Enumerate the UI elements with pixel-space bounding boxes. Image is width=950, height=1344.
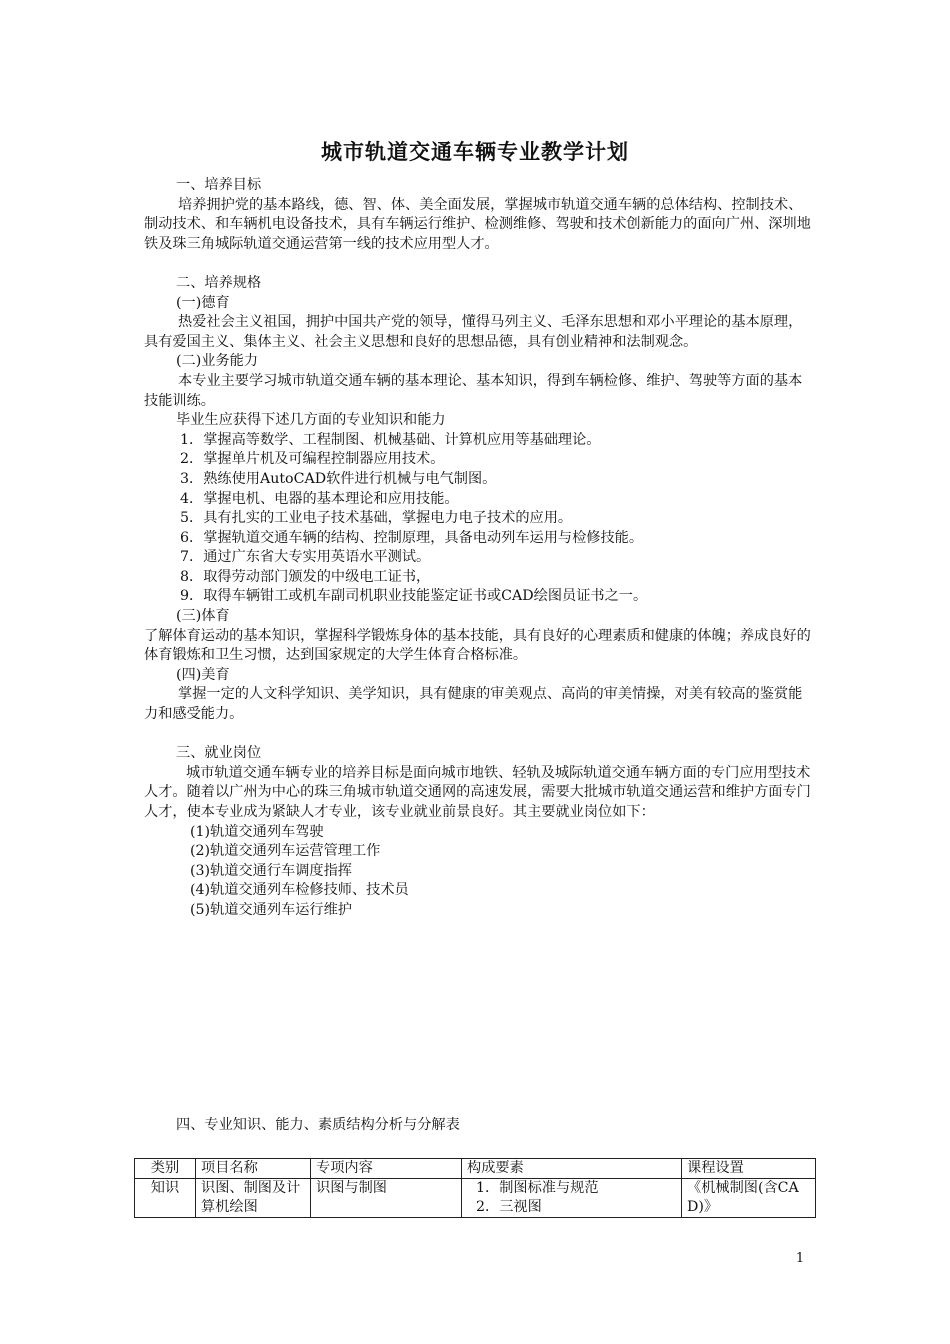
list-item: 3．熟练使用AutoCAD软件进行机械与电气制图。	[180, 470, 497, 487]
table-cell-elements	[462, 1179, 682, 1218]
section-heading-1: 一、培养目标	[176, 177, 262, 193]
paragraph-art: 掌握一定的人文科学知识、美学知识，具有健康的审美观点、高尚的审美情操，对美有较高的鉴赏能力和感受能力。	[144, 686, 803, 723]
job-item: (1)轨道交通列车驾驶	[190, 823, 324, 840]
paragraph-training-goal: 培养拥护党的基本路线，德、智、体、美全面发展，掌握城市轨道交通车辆的总体结构、控制技术、制动技术、和车辆机电设备技术，具有车辆运行维护、检测维修、驾驶和技术创新能力的面向广州、深圳地铁及珠三角城际轨道交通运营第一线的技术应用型人才。	[144, 196, 811, 252]
paragraph-business: 本专业主要学习城市轨道交通车辆的基本理论、基本知识，得到车辆检修、维护、驾驶等方面的基本技能训练。	[144, 372, 803, 409]
page-number: 1	[795, 1251, 805, 1266]
document-title: 城市轨道交通车辆专业教学计划	[321, 140, 629, 164]
paragraph-pe: 了解体育运动的基本知识，掌握科学锻炼身体的基本技能，具有良好的心理素质和健康的体魄；养成良好的体育锻炼和卫生习惯，达到国家规定的大学生体育合格标准。	[144, 627, 811, 664]
column-header: 构成要素	[462, 1159, 682, 1179]
document-body	[144, 176, 812, 1135]
list-item: 6．掌握轨道交通车辆的结构、控制原理，具备电动列车运用与检修技能。	[180, 529, 644, 546]
table-cell-content: 识图与制图	[311, 1179, 462, 1218]
list-item: 5．具有扎实的工业电子技术基础，掌握电力电子技术的应用。	[180, 510, 573, 527]
column-header: 类别	[135, 1159, 196, 1179]
table-caption: 四、专业知识、能力、素质结构分析与分解表	[176, 1116, 460, 1133]
column-header: 专项内容	[311, 1159, 462, 1179]
list-item: 7．通过广东省大专实用英语水平测试。	[180, 549, 431, 566]
job-item: (4)轨道交通列车检修技师、技术员	[190, 882, 409, 899]
list-item: 8．取得劳动部门颁发的中级电工证书，	[180, 568, 431, 585]
table-row	[135, 1179, 816, 1218]
table-header-row	[135, 1159, 816, 1179]
job-item: (5)轨道交通列车运行维护	[190, 901, 352, 918]
column-header: 课程设置	[682, 1159, 816, 1179]
structure-table	[134, 1158, 816, 1218]
element-item: 1．制图标准与规范	[476, 1180, 599, 1196]
business-intro: 毕业生应获得下述几方面的专业知识和能力	[176, 412, 446, 429]
table-cell-category: 知识	[135, 1179, 196, 1218]
column-header: 项目名称	[196, 1159, 311, 1179]
subheading-pe: (三)体育	[176, 608, 230, 625]
list-item: 4．掌握电机、电器的基本理论和应用技能。	[180, 490, 459, 507]
element-item: 2．三视图	[476, 1199, 542, 1215]
section-heading-2: 二、培养规格	[176, 274, 262, 291]
table-cell-course: 《机械制图(含CAD)》	[682, 1179, 816, 1218]
list-item: 2．掌握单片机及可编程控制器应用技术。	[180, 451, 445, 468]
paragraph-moral: 热爱社会主义祖国，拥护中国共产党的领导，懂得马列主义、毛泽东思想和邓小平理论的基本原理，具有爱国主义、集体主义、社会主义思想和良好的思想品德，具有创业精神和法制观念。	[144, 314, 803, 350]
list-item: 9．取得车辆钳工或机车副司机职业技能鉴定证书或CAD绘图员证书之一。	[180, 588, 648, 605]
subheading-business: (二)业务能力	[176, 353, 259, 370]
list-item: 1．掌握高等数学、工程制图、机械基础、计算机应用等基础理论。	[180, 431, 601, 448]
section-heading-3: 三、就业岗位	[176, 745, 262, 762]
paragraph-employment: 城市轨道交通车辆专业的培养目标是面向城市地铁、轻轨及城际轨道交通车辆方面的专门应用型技术人才。随着以广州为中心的珠三角城市轨道交通网的高速发展，需要大批城市轨道交通运营和维护方面专门人才，使本专业成为紧缺人才专业，该专业就业前景良好。其主要就业岗位如下：	[144, 764, 811, 820]
subheading-art: (四)美育	[176, 666, 230, 683]
table-cell-item: 识图、制图及计算机绘图	[196, 1179, 311, 1218]
job-item: (3)轨道交通行车调度指挥	[190, 862, 352, 879]
job-item: (2)轨道交通列车运营管理工作	[190, 843, 381, 860]
subheading-moral: (一)德育	[176, 294, 230, 311]
